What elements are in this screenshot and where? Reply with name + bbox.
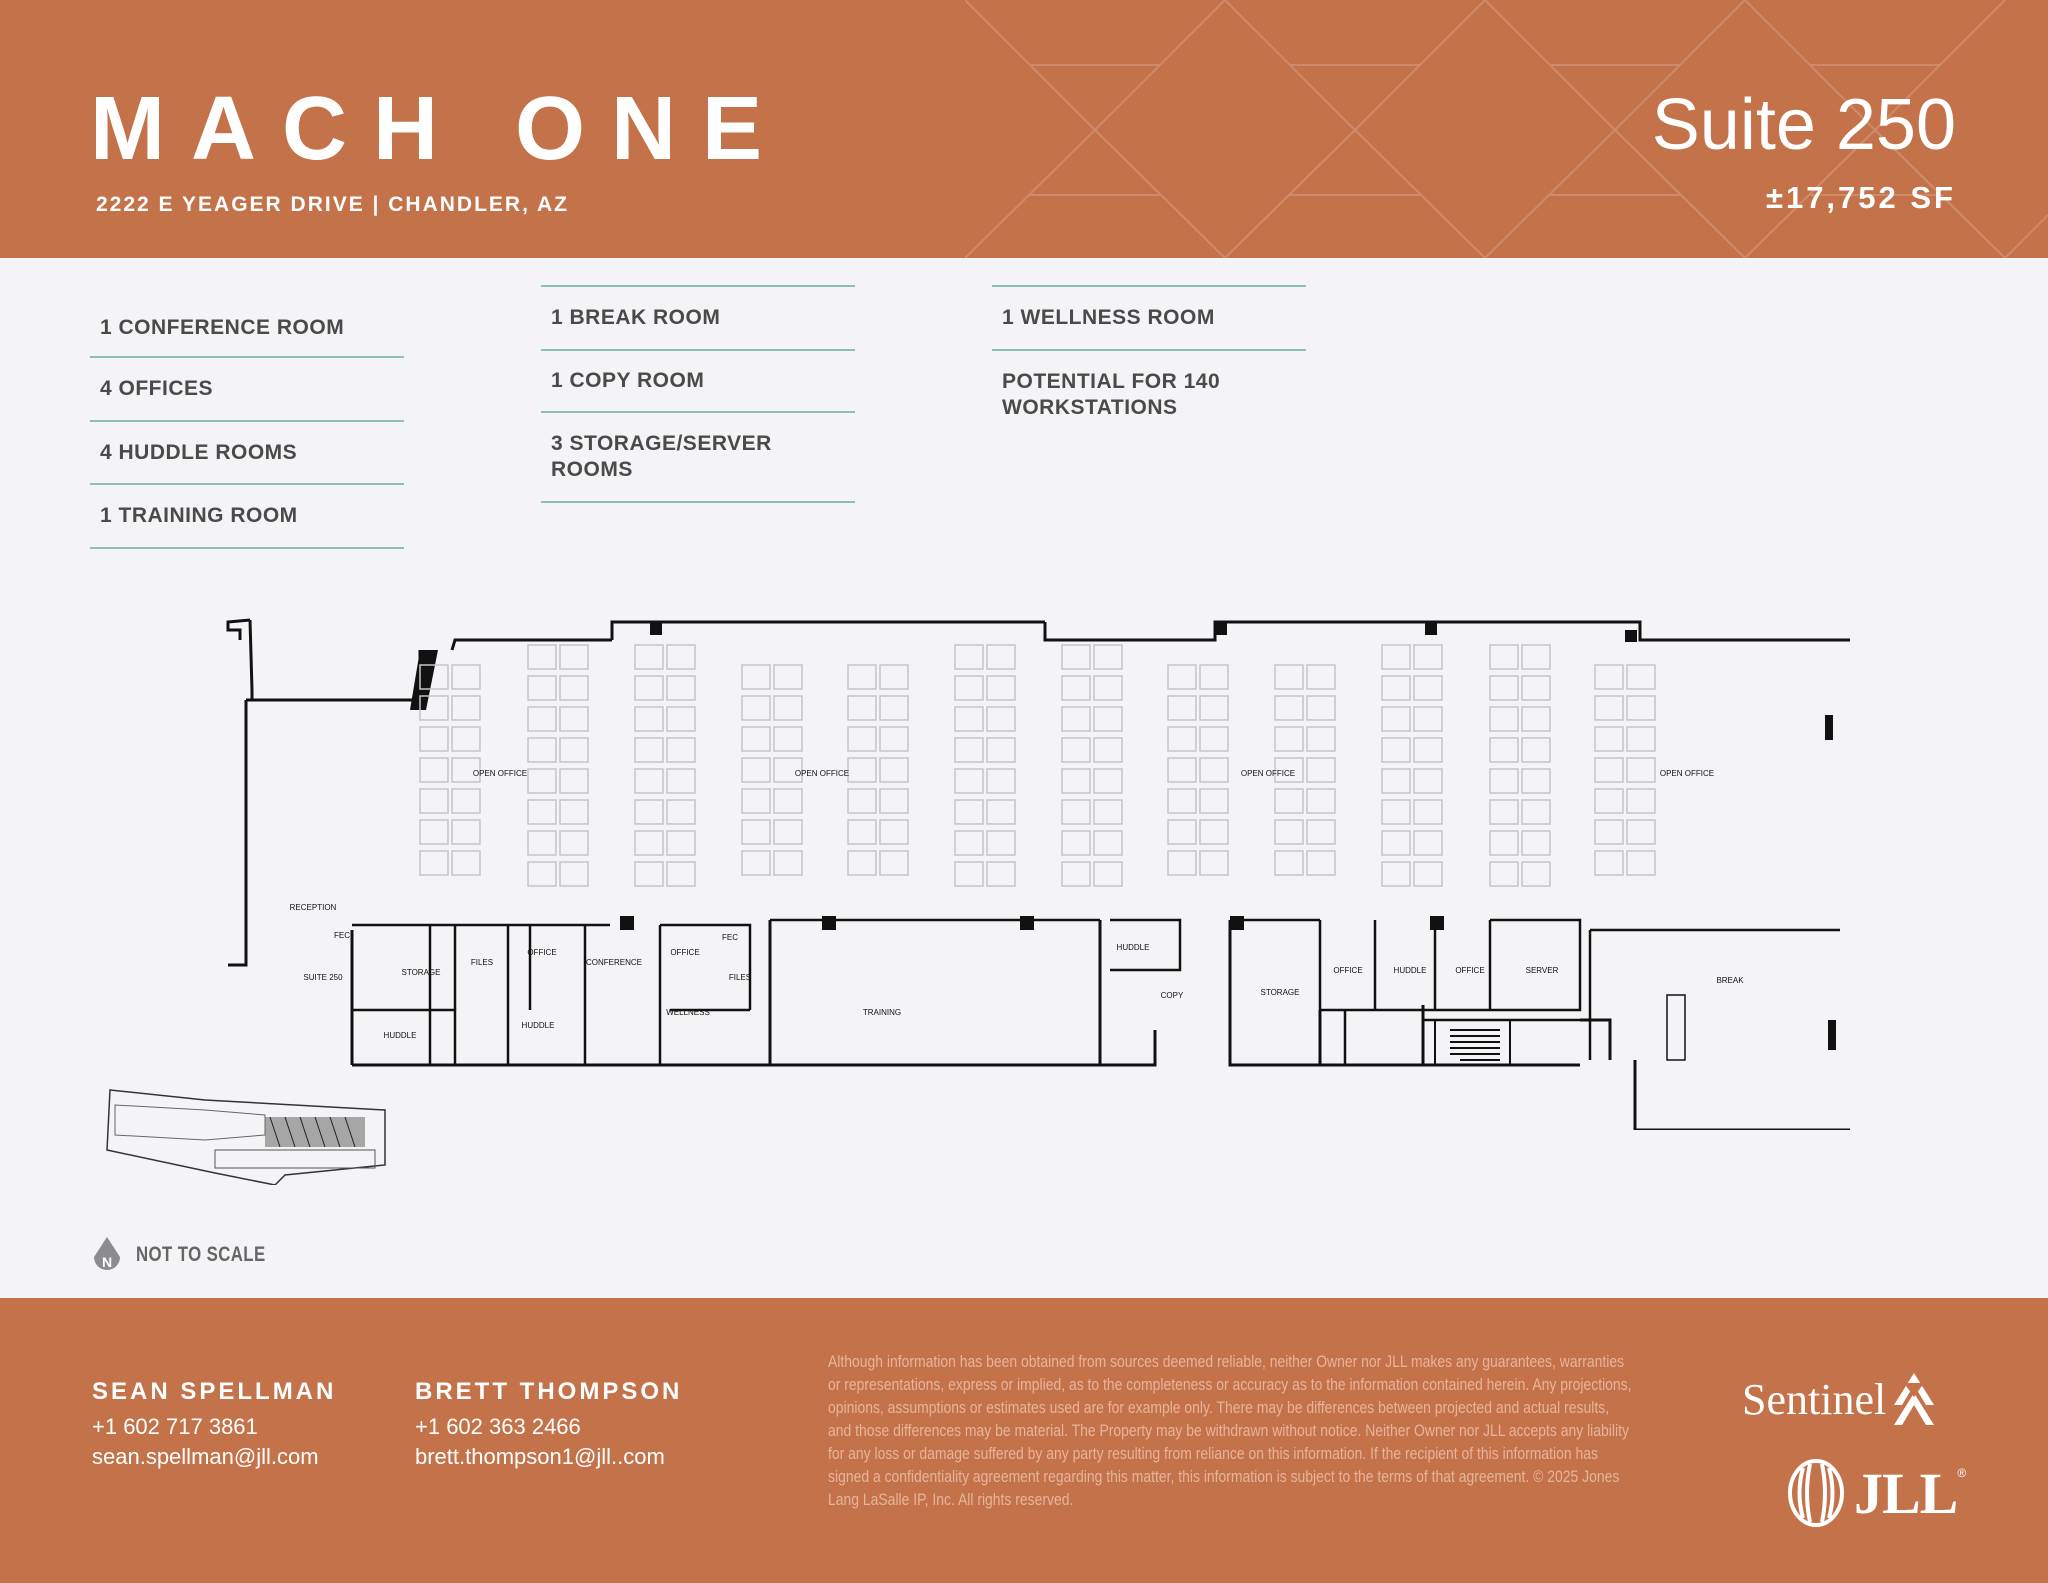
workstation xyxy=(1522,707,1550,731)
workstation xyxy=(528,645,556,669)
property-title: MACH ONE xyxy=(90,79,788,179)
feature-item: 3 STORAGE/SERVER ROOMS xyxy=(551,432,772,481)
jll-mark-icon xyxy=(1786,1458,1846,1528)
legal-disclaimer xyxy=(828,1350,1633,1511)
workstation xyxy=(1275,696,1303,720)
workstation xyxy=(1595,820,1623,844)
workstation xyxy=(1382,738,1410,762)
workstation xyxy=(452,696,480,720)
workstation xyxy=(880,820,908,844)
workstation xyxy=(1627,820,1655,844)
workstation xyxy=(528,800,556,824)
registered-mark: ® xyxy=(1957,1466,1967,1480)
workstation xyxy=(1200,727,1228,751)
workstation xyxy=(1168,851,1196,875)
workstation xyxy=(667,738,695,762)
room-label-conference: CONFERENCE xyxy=(585,958,643,967)
workstation xyxy=(742,696,770,720)
north-arrow-icon xyxy=(90,1235,124,1275)
workstation xyxy=(667,800,695,824)
room-label-reception: RECEPTION xyxy=(289,903,337,912)
workstation xyxy=(1200,789,1228,813)
workstation xyxy=(1168,820,1196,844)
workstation xyxy=(560,769,588,793)
workstation xyxy=(1490,738,1518,762)
workstation xyxy=(1382,831,1410,855)
workstation xyxy=(848,665,876,689)
feature-item: 4 OFFICES xyxy=(100,377,214,400)
workstation xyxy=(528,862,556,886)
workstation xyxy=(880,851,908,875)
workstation xyxy=(1414,862,1442,886)
workstation xyxy=(742,758,770,782)
workstation xyxy=(1307,820,1335,844)
room-label-huddle: HUDDLE xyxy=(383,1031,417,1040)
workstation xyxy=(1168,758,1196,782)
room-label-huddle: HUDDLE xyxy=(521,1021,555,1030)
workstation xyxy=(560,676,588,700)
workstation xyxy=(420,851,448,875)
room-label-office: OFFICE xyxy=(670,948,700,957)
workstation xyxy=(1627,789,1655,813)
room-label-open-office: OPEN OFFICE xyxy=(1240,769,1296,778)
not-to-scale-label: NOT TO SCALE xyxy=(136,1243,266,1266)
workstation xyxy=(848,789,876,813)
workstation xyxy=(1414,707,1442,731)
workstation xyxy=(955,645,983,669)
workstation xyxy=(1382,862,1410,886)
workstation xyxy=(1200,696,1228,720)
workstation xyxy=(987,831,1015,855)
workstation xyxy=(1062,831,1090,855)
contact-card xyxy=(415,1378,682,1470)
workstation xyxy=(635,707,663,731)
workstation xyxy=(880,758,908,782)
workstation xyxy=(420,820,448,844)
workstation xyxy=(1414,738,1442,762)
workstation xyxy=(1168,665,1196,689)
feature-item: 1 TRAINING ROOM xyxy=(100,504,298,527)
sentinel-mark-icon xyxy=(1890,1371,1938,1427)
workstation xyxy=(1200,665,1228,689)
svg-text:N: N xyxy=(101,1254,113,1270)
workstation xyxy=(1094,862,1122,886)
sentinel-logo xyxy=(1742,1371,1938,1427)
workstation xyxy=(1490,707,1518,731)
workstation xyxy=(880,696,908,720)
workstation xyxy=(1307,665,1335,689)
property-address: 2222 E YEAGER DRIVE | CHANDLER, AZ xyxy=(96,193,569,216)
workstation xyxy=(528,738,556,762)
workstation xyxy=(1522,738,1550,762)
workstation xyxy=(955,738,983,762)
workstation xyxy=(1490,769,1518,793)
workstation xyxy=(987,800,1015,824)
feature-item: 1 BREAK ROOM xyxy=(551,306,721,329)
workstation xyxy=(987,645,1015,669)
workstation xyxy=(1595,727,1623,751)
workstation xyxy=(1414,676,1442,700)
workstation xyxy=(1522,862,1550,886)
header-banner xyxy=(0,0,2048,258)
workstation xyxy=(1414,800,1442,824)
feature-column-3 xyxy=(992,285,1306,439)
contact-card xyxy=(92,1378,336,1470)
workstation xyxy=(848,758,876,782)
room-label-server: SERVER xyxy=(1525,966,1559,975)
workstation xyxy=(528,707,556,731)
contact-email[interactable]: sean.spellman@jll.com xyxy=(92,1444,319,1469)
room-label-break: BREAK xyxy=(1716,976,1744,985)
workstation xyxy=(560,862,588,886)
workstation xyxy=(635,769,663,793)
contact-phone[interactable]: +1 602 363 2466 xyxy=(415,1414,581,1439)
jll-wordmark: JLL xyxy=(1854,1460,1958,1526)
workstation xyxy=(1307,851,1335,875)
floor-plan xyxy=(210,590,1850,1130)
workstation xyxy=(635,800,663,824)
workstation xyxy=(1490,645,1518,669)
workstation xyxy=(1414,831,1442,855)
workstation xyxy=(1490,676,1518,700)
workstation xyxy=(1382,676,1410,700)
room-label-training: TRAINING xyxy=(862,1008,902,1017)
workstation xyxy=(1168,696,1196,720)
workstation xyxy=(848,696,876,720)
workstation xyxy=(955,831,983,855)
workstation xyxy=(955,800,983,824)
workstation xyxy=(420,727,448,751)
building-key-map xyxy=(95,1085,395,1185)
feature-column-2 xyxy=(541,285,855,503)
room-label-open-office: OPEN OFFICE xyxy=(794,769,850,778)
workstation xyxy=(1414,645,1442,669)
workstation xyxy=(774,727,802,751)
room-label-storage: STORAGE xyxy=(401,968,441,977)
workstation xyxy=(1307,789,1335,813)
workstation xyxy=(1522,831,1550,855)
disclaimer-text: Although information has been obtained from sources deemed reliable, neither Owner nor JLL makes any guarantees, warranties or representations, express or implied, as to the completeness or accuracy as to the information contained herein. Any projections, opinions, assumptions or estimates used are for example only. There may be differences between projected and actual results, and those differences may be material. The Property may be withdrawn without notice. Neither Owner nor JLL accepts any liability for any loss or damage suffered by any party resulting from reliance on this information. If the recipient of this information has signed a confidentiality agreement regarding this matter, this information is subject to the terms of that agreement. © 2025 Jones Lang LaSalle IP, Inc. All rights reserved. xyxy=(828,1352,1632,1509)
workstation xyxy=(560,707,588,731)
workstation xyxy=(667,769,695,793)
workstation xyxy=(452,727,480,751)
room-label-wellness: WELLNESS xyxy=(666,1008,710,1017)
workstation xyxy=(1094,645,1122,669)
workstation xyxy=(848,727,876,751)
workstation xyxy=(1307,758,1335,782)
workstation xyxy=(742,665,770,689)
workstation xyxy=(1275,665,1303,689)
workstation xyxy=(1490,800,1518,824)
room-label-open-office: OPEN OFFICE xyxy=(472,769,528,778)
workstation xyxy=(452,820,480,844)
workstation xyxy=(1522,800,1550,824)
feature-item: 1 CONFERENCE ROOM xyxy=(100,316,345,339)
workstation xyxy=(667,707,695,731)
workstation xyxy=(1168,727,1196,751)
workstation xyxy=(1627,851,1655,875)
feature-item: 1 WELLNESS ROOM xyxy=(1002,306,1215,329)
workstation xyxy=(1275,789,1303,813)
workstation xyxy=(528,676,556,700)
workstation xyxy=(880,727,908,751)
workstation xyxy=(1414,769,1442,793)
room-label-storage: STORAGE xyxy=(1260,988,1300,997)
feature-item: POTENTIAL FOR 140 WORKSTATIONS xyxy=(1002,370,1221,419)
room-label-office: OFFICE xyxy=(1455,966,1485,975)
room-label-huddle: HUDDLE xyxy=(1116,943,1150,952)
workstation xyxy=(635,862,663,886)
workstation xyxy=(1490,862,1518,886)
workstation xyxy=(1382,800,1410,824)
scale-note xyxy=(90,1235,298,1275)
workstation xyxy=(560,645,588,669)
feature-item: 1 COPY ROOM xyxy=(551,369,705,392)
workstation xyxy=(667,831,695,855)
workstation xyxy=(1062,862,1090,886)
room-label-files: FILES xyxy=(470,958,494,967)
workstation xyxy=(1062,769,1090,793)
workstation xyxy=(987,676,1015,700)
jll-logo xyxy=(1786,1458,1966,1528)
workstation xyxy=(528,769,556,793)
workstation xyxy=(742,820,770,844)
workstation xyxy=(1094,800,1122,824)
workstation xyxy=(774,789,802,813)
workstation xyxy=(1200,820,1228,844)
workstation xyxy=(528,831,556,855)
workstation xyxy=(955,862,983,886)
workstation xyxy=(1275,727,1303,751)
workstation xyxy=(452,665,480,689)
workstation xyxy=(635,645,663,669)
room-label-office: OFFICE xyxy=(527,948,557,957)
workstation xyxy=(880,789,908,813)
room-label-suite: SUITE 250 xyxy=(303,973,343,982)
workstation xyxy=(1522,676,1550,700)
workstation xyxy=(560,738,588,762)
workstation xyxy=(667,645,695,669)
workstation xyxy=(635,738,663,762)
workstation xyxy=(742,727,770,751)
workstation xyxy=(1200,758,1228,782)
workstation xyxy=(1595,851,1623,875)
workstation xyxy=(667,862,695,886)
workstation xyxy=(420,789,448,813)
workstation xyxy=(1168,789,1196,813)
divider xyxy=(90,547,404,549)
workstation xyxy=(1094,676,1122,700)
workstation xyxy=(955,676,983,700)
workstation xyxy=(1094,707,1122,731)
workstation xyxy=(560,800,588,824)
workstation xyxy=(1595,758,1623,782)
workstation xyxy=(1307,696,1335,720)
workstation xyxy=(1595,789,1623,813)
workstation xyxy=(1627,665,1655,689)
workstation xyxy=(1094,738,1122,762)
contact-name: BRETT THOMPSON xyxy=(415,1378,683,1405)
workstation xyxy=(848,820,876,844)
workstation xyxy=(880,665,908,689)
room-label-office: OFFICE xyxy=(1333,966,1363,975)
workstation xyxy=(1595,665,1623,689)
workstation xyxy=(1275,820,1303,844)
workstation xyxy=(742,789,770,813)
feature-column-1 xyxy=(90,300,404,549)
workstation xyxy=(774,820,802,844)
sentinel-wordmark: Sentinel xyxy=(1742,1374,1887,1424)
workstation xyxy=(1595,696,1623,720)
contact-name: SEAN SPELLMAN xyxy=(92,1378,337,1405)
feature-item: 4 HUDDLE ROOMS xyxy=(100,440,298,464)
room-label-files: FILES xyxy=(728,973,752,982)
workstation xyxy=(560,831,588,855)
workstation xyxy=(955,707,983,731)
workstation xyxy=(955,769,983,793)
workstation xyxy=(1382,645,1410,669)
workstation xyxy=(1307,727,1335,751)
workstation xyxy=(635,831,663,855)
workstation xyxy=(987,738,1015,762)
workstation xyxy=(452,789,480,813)
workstation xyxy=(742,851,770,875)
workstation xyxy=(1062,645,1090,669)
suite-number: Suite 250 xyxy=(1651,85,1956,165)
workstation xyxy=(1382,769,1410,793)
workstation xyxy=(1522,769,1550,793)
workstation xyxy=(987,862,1015,886)
workstation xyxy=(774,696,802,720)
workstation xyxy=(1094,769,1122,793)
workstation xyxy=(774,665,802,689)
workstation-grid xyxy=(420,645,1655,886)
workstation xyxy=(1062,800,1090,824)
workstation xyxy=(1275,851,1303,875)
contact-phone[interactable]: +1 602 717 3861 xyxy=(92,1414,258,1439)
workstation xyxy=(420,758,448,782)
room-label-copy: COPY xyxy=(1160,991,1184,1000)
divider xyxy=(541,501,855,503)
room-label-fec: FEC xyxy=(722,933,738,942)
workstation xyxy=(987,707,1015,731)
workstation xyxy=(1382,707,1410,731)
workstation xyxy=(1490,831,1518,855)
room-label-huddle: HUDDLE xyxy=(1393,966,1427,975)
workstation xyxy=(667,676,695,700)
workstation xyxy=(1627,696,1655,720)
stairwell xyxy=(1435,1020,1510,1065)
workstation xyxy=(1627,758,1655,782)
contact-email[interactable]: brett.thompson1@jll..com xyxy=(415,1444,665,1469)
workstation xyxy=(635,676,663,700)
workstation xyxy=(774,851,802,875)
workstation xyxy=(1094,831,1122,855)
workstation xyxy=(1062,707,1090,731)
workstation xyxy=(987,769,1015,793)
square-footage: ±17,752 SF xyxy=(1765,180,1956,215)
footer-banner xyxy=(0,1298,2048,1583)
workstation xyxy=(1062,676,1090,700)
workstation xyxy=(1200,851,1228,875)
workstation xyxy=(1522,645,1550,669)
workstation xyxy=(1062,738,1090,762)
room-label-fec: FEC xyxy=(334,931,350,940)
workstation xyxy=(452,851,480,875)
workstation xyxy=(1627,727,1655,751)
room-label-open-office: OPEN OFFICE xyxy=(1659,769,1715,778)
workstation xyxy=(848,851,876,875)
